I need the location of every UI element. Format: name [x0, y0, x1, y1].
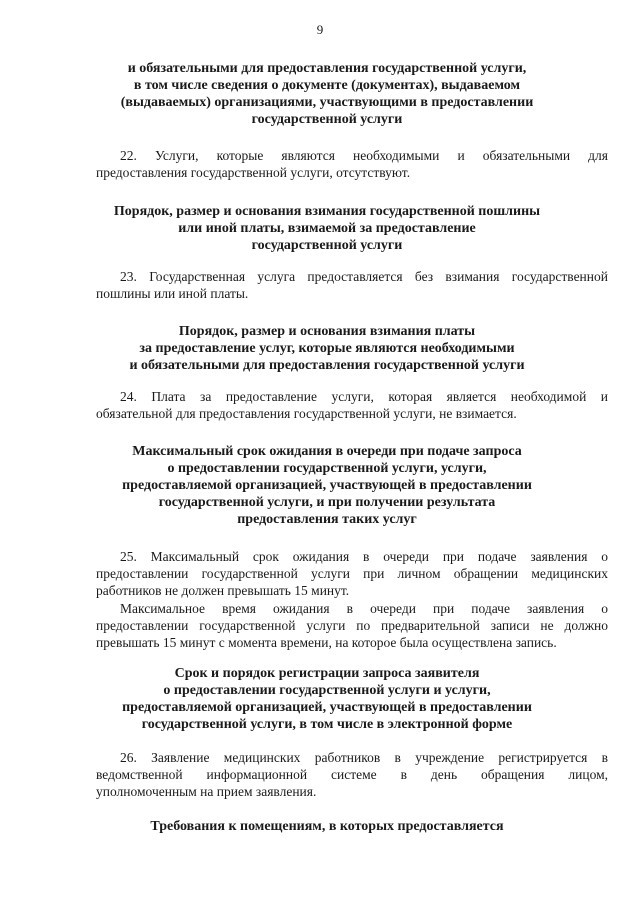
heading-line: Порядок, размер и основания взимания платы — [178, 324, 476, 339]
heading-line: за предоставление услуг, которые являются необходимыми — [139, 341, 515, 356]
paragraph-line: 22. Услуги, которые являются необходимыми и обязательными для — [120, 148, 608, 163]
heading-premises — [100, 818, 554, 835]
paragraph-line: уполномоченным на прием заявления. — [96, 784, 317, 799]
heading-line: предоставляемой организацией, участвующей в предоставлении — [122, 478, 532, 493]
paragraph-22 — [96, 147, 608, 181]
paragraph-line: предоставлении государственной услуги по предварительной записи не должно — [96, 618, 608, 633]
paragraph-line: работников не должен превышать 15 минут. — [96, 583, 350, 598]
heading-line: (выдаваемых) организациями, участвующими в предоставлении — [120, 95, 534, 110]
page-number: 9 — [316, 22, 324, 37]
heading-registration — [100, 665, 554, 733]
heading-line: Срок и порядок регистрации запроса заявителя — [174, 666, 480, 681]
paragraph-line: Максимальное время ожидания в очереди при подаче заявления о — [120, 601, 608, 616]
paragraph-line: предоставлении государственной услуги при личном обращении медицинских — [96, 566, 608, 581]
paragraph-line: 24. Плата за предоставление услуги, которая является необходимой и — [120, 389, 608, 404]
paragraph-24 — [96, 388, 608, 422]
paragraph-line: 26. Заявление медицинских работников в учреждение регистрируется в — [120, 750, 608, 765]
paragraph-line: предоставления государственной услуги, отсутствуют. — [96, 165, 411, 180]
paragraph-line: пошлины или иной платы. — [96, 286, 249, 301]
heading-line: предоставления таких услуг — [237, 512, 417, 527]
heading-line: о предоставлении государственной услуги и услуги, — [163, 683, 491, 698]
heading-line: государственной услуги — [251, 238, 403, 253]
heading-line: и обязательными для предоставления государственной услуги, — [127, 61, 527, 76]
heading-max-wait — [100, 443, 554, 528]
heading-state-fee — [100, 203, 554, 254]
paragraph-26 — [96, 749, 608, 800]
paragraph-25-continued — [96, 600, 608, 651]
paragraph-23 — [96, 268, 608, 302]
paragraph-line: 23. Государственная услуга предоставляется без взимания государственной — [120, 269, 608, 284]
heading-related-services — [100, 60, 554, 128]
paragraph-line: обязательной для предоставления государственной услуги, не взимается. — [96, 406, 517, 421]
heading-line: Максимальный срок ожидания в очереди при подаче запроса — [132, 444, 522, 459]
heading-line: или иной платы, взимаемой за предоставление — [178, 221, 476, 236]
heading-line: государственной услуги, в том числе в электронной форме — [141, 717, 513, 732]
heading-line: и обязательными для предоставления государственной услуги — [129, 358, 525, 373]
paragraph-line: 25. Максимальный срок ожидания в очереди при подаче заявления о — [120, 549, 608, 564]
paragraph-25 — [96, 548, 608, 599]
paragraph-line: ведомственной информационной системе в день обращения лицом, — [96, 767, 608, 782]
paragraph-line: превышать 15 минут с момента времени, на которое была осуществлена запись. — [96, 635, 557, 650]
heading-line: Порядок, размер и основания взимания государственной пошлины — [113, 204, 541, 219]
heading-line: государственной услуги — [251, 112, 403, 127]
heading-line: Требования к помещениям, в которых предоставляется — [150, 819, 504, 834]
heading-line: в том числе сведения о документе (документах), выдаваемом — [133, 78, 521, 93]
heading-line: предоставляемой организацией, участвующей в предоставлении — [122, 700, 532, 715]
heading-line: государственной услуги, и при получении результата — [158, 495, 496, 510]
heading-line: о предоставлении государственной услуги, услуги, — [167, 461, 487, 476]
heading-service-payment — [100, 323, 554, 374]
